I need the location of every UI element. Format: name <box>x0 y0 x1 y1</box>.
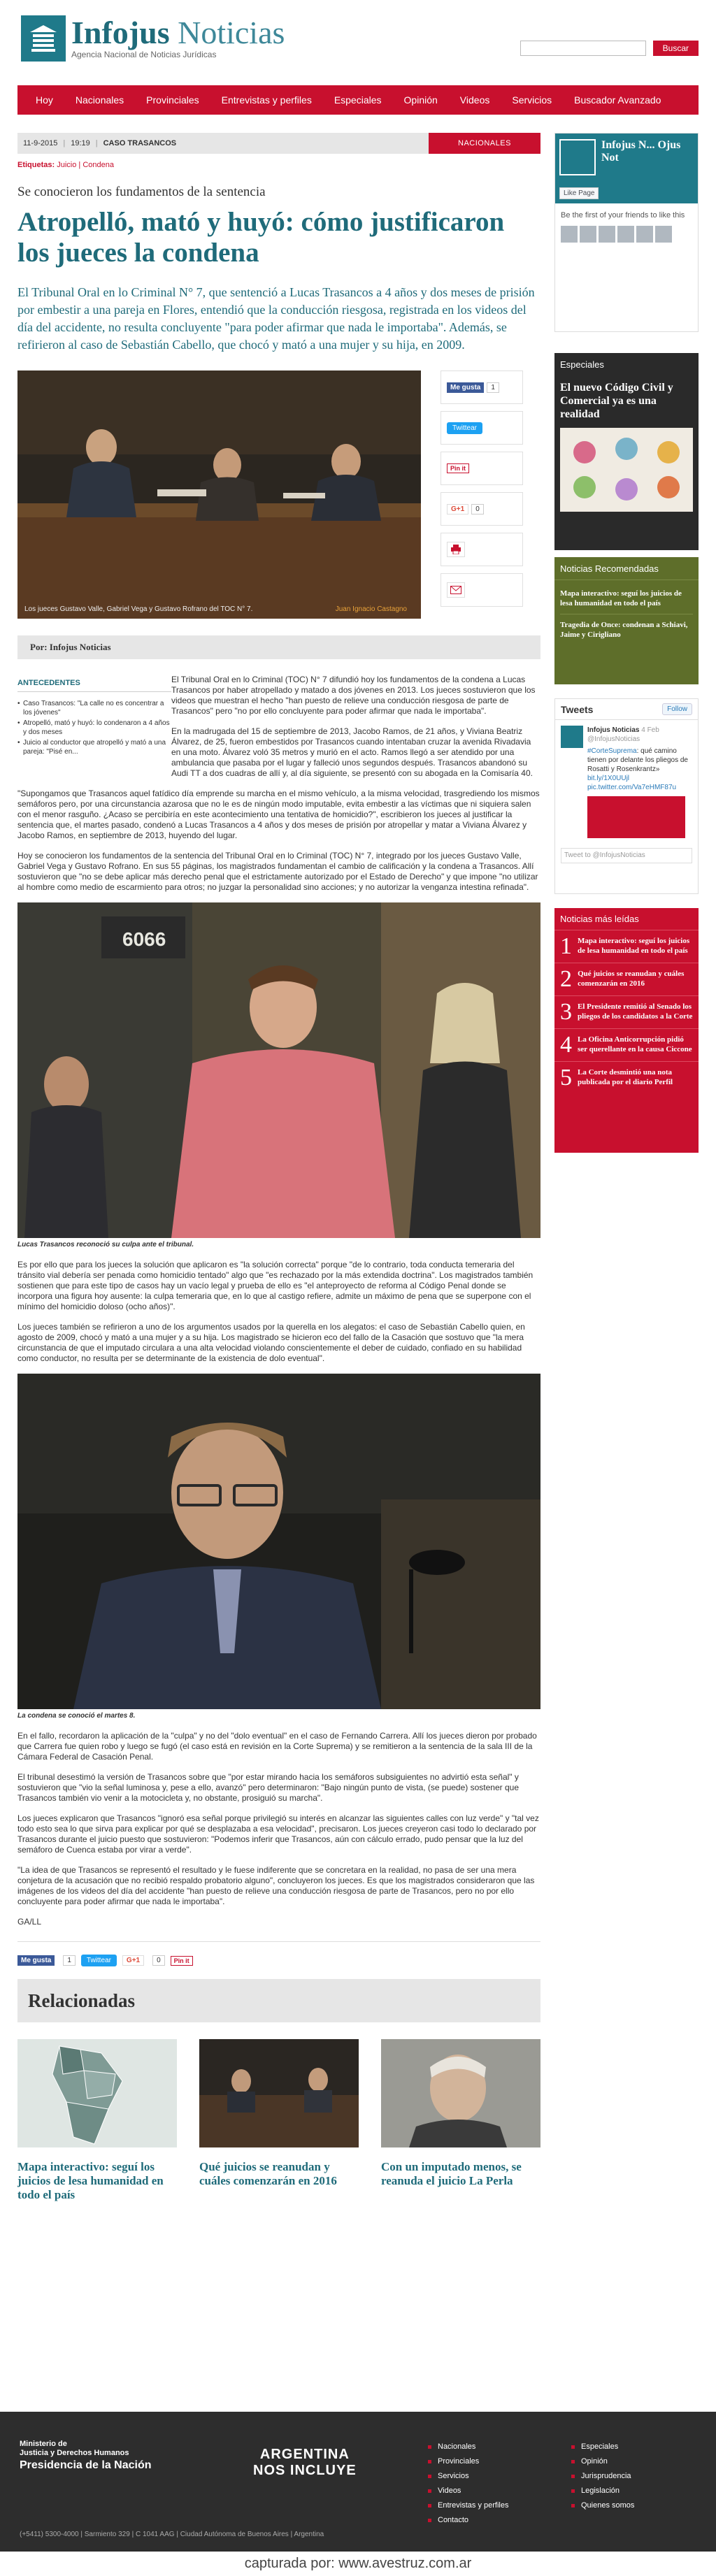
article-kicker: Se conocieron los fundamentos de la sentencia <box>17 185 266 199</box>
byline: Por: Infojus Noticias <box>17 635 540 659</box>
mas-leida-item[interactable] <box>554 996 699 1029</box>
sidebar <box>554 133 699 1153</box>
pin-button[interactable]: Pin it <box>447 463 469 473</box>
article-intro-row <box>17 675 540 789</box>
footer-link[interactable]: Jurisprudencia <box>571 2469 715 2484</box>
arg-line: NOS INCLUYE <box>253 2463 357 2478</box>
paragraph: Es por ello que para los jueces la solución que aplicaron es "la solución correcta" porque "de lo contrario, toda conducta temeraria del tránsito vial debería ser penada como homicidio tentado" algo que "es rechazado por la más extendida doctrina". Los magistrados también sostienen que para este tipo de casos hay un vacío legal y prueba de ello es "el anteproyecto de reforma al Código Penal donde se incorpora una figura hoy ausente: la culpa temeraria que, en lo que al castigo refiere, admite un máximo de pena que se superpone con el mínimo del homicidio doloso (ocho años)". <box>17 1260 534 1311</box>
nav-item-hoy[interactable]: Hoy <box>36 94 53 106</box>
especiales-block <box>554 353 699 550</box>
tweet-button[interactable]: Twittear <box>447 422 482 434</box>
paragraph: "La idea de que Trasancos se representó el resultado y le fuese indiferente que se concretara en la realidad, no pasa de ser una mera conjetura de la acusación que no recibió respaldo probatorio alguno", concluyeron los jueces. Es que los magistrados consideraron que las imágenes de los videos del día del accidente "han puesto de relieve una conducción riesgosa de parte de Trasancos, pero no por ello concluyente para poder afirmar que nada le importaba". <box>17 1865 535 1906</box>
related-item-title[interactable]: Con un imputado menos, se reanuda el juicio La Perla <box>381 2160 522 2187</box>
nav-item-opinion[interactable]: Opinión <box>403 94 438 106</box>
mas-leida-title[interactable]: La Corte desmintió una nota publicada por el diario Perfil <box>578 1068 673 1086</box>
photo1-credit: Juan Ignacio Castagno <box>335 605 407 613</box>
recomendada-link[interactable]: Mapa interactivo: seguí los juicios de lesa humanidad en todo el país <box>560 583 693 614</box>
mas-leida-title[interactable]: La Oficina Anticorrupción pidió ser querellante en la causa Ciccone <box>578 1035 692 1053</box>
bottom-share-bar <box>17 1941 540 1966</box>
site-footer <box>0 2412 716 2552</box>
photo3-caption: La condena se conoció el martes 8. <box>17 1712 136 1720</box>
nav-item-servicios[interactable]: Servicios <box>512 94 552 106</box>
photo-share-row <box>17 370 540 619</box>
footer-address: (+5411) 5300-4000 | Sarmiento 329 | C 1041 AAG | Ciudad Autónoma de Buenos Aires | Argentina <box>20 2531 324 2538</box>
ministry-logo[interactable] <box>20 2440 152 2472</box>
mas-leida-item[interactable] <box>554 963 699 996</box>
antecedente-link[interactable]: • Atropelló, mató y huyó: lo condenaron a 4 años y dos meses <box>17 719 171 737</box>
footer-link[interactable]: Provinciales <box>428 2454 571 2469</box>
related-defendant-image[interactable] <box>381 2039 540 2147</box>
pin-share-box <box>441 452 523 485</box>
brand-subtitle: Agencia Nacional de Noticias Jurídicas <box>71 50 217 59</box>
tweet-hashtag[interactable]: #CorteSuprema <box>587 747 637 755</box>
fb-text: Be the first of your friends to like this <box>561 211 685 220</box>
gp-share-box <box>441 492 523 526</box>
tweet-to-input[interactable]: Tweet to @InfojusNoticias <box>561 848 692 863</box>
mas-leida-title[interactable]: Mapa interactivo: seguí los juicios de lesa humanidad en todo el país <box>578 937 690 955</box>
article-meta-bar: 11-9-2015 | 19:19 | CASO TRASANCOS NACIONALES <box>17 133 540 154</box>
footer-links <box>428 2440 715 2528</box>
related-title: Relacionadas <box>28 1989 136 2011</box>
related-item[interactable] <box>17 2039 177 2202</box>
tweet <box>555 720 698 844</box>
paragraph: En la madrugada del 15 de septiembre de 2013, Jacobo Ramos, de 21 años, y Viviana Beatriz Álvarez, de 25, fueron embestidos por Trasancos cuando intentaban cruzar la avenida Rivadavia en una moto. Álvarez voló 35 metros y murió en el acto. Ramos llegó a ser atendido por una ambulancia que pasaba por el lugar y falleció unos segundos después. Trasancos abandonó su Audi TT a dos cuadras de allí y, al día siguiente, se presentó con su abogada en la Comisaría 40. <box>171 726 533 778</box>
mas-leidas-block <box>554 908 699 1153</box>
article-category[interactable]: CASO TRASANCOS <box>103 139 177 147</box>
tags: Etiquetas: Juicio | Condena <box>17 161 115 169</box>
gplus-button[interactable]: G+1 <box>447 504 468 515</box>
antecedente-link[interactable]: • Caso Trasancos: "La calle no es concentrar a los jóvenes" <box>17 699 171 717</box>
tweet-image[interactable] <box>587 796 685 838</box>
twitter-widget <box>554 698 699 894</box>
recomendada-link[interactable]: Tragedia de Once: condenan a Schiavi, Jaime y Cirigliano <box>560 621 688 639</box>
related-item[interactable] <box>381 2039 540 2202</box>
fb-share-box <box>441 370 523 404</box>
paragraph: Los jueces explicaron que Trasancos "ignoró esa señal porque privilegió su interés en alcanzar las siguientes calles con luz verde" y "tal vez todo esto sea lo que sirva para explicar por qué se desplazaba a esa velocidad", precisaron. Los jueces creyeron casi todo lo declarado por Trasancos durante el juicio puesto que sostuvieron: "Podemos inferir que Trasancos, aún con cálculo errado, pudo pensar que la luz del semáforo de Cuenca estaba por virar a verde". <box>17 1813 539 1855</box>
article-time: 19:19 <box>71 139 90 147</box>
tweet-account[interactable]: Infojus Noticias <box>587 726 640 734</box>
argentina-nos-incluye-logo <box>253 2447 357 2479</box>
pin-button-bottom[interactable]: Pin it <box>171 1956 193 1966</box>
rank-number: 2 <box>560 966 572 992</box>
especiales-image[interactable] <box>560 428 693 512</box>
paragraph: Los jueces también se refirieron a uno de los argumentos usados por la querella en los alegatos: el caso de Sebastián Cabello quien, en agosto de 2009, chocó y mató a una mujer y a su hija. Los magistrado se hicieron eco del fallo de la Casación que sostuvo que "la mera circunstancia de que el imputado circulara a una alta velocidad violando conscientemente el deber de cuidado, confiado en su habilidad como conductor, no resulta per se determinante de la existencia de dolo eventual". <box>17 1322 525 1363</box>
site-header <box>0 0 716 77</box>
fb-cover[interactable] <box>555 134 698 203</box>
related-header <box>17 1979 540 2022</box>
tw-share-box <box>441 411 523 445</box>
trasancos-photo <box>17 902 540 1238</box>
ministry-presidencia: Presidencia de la Nación <box>20 2459 152 2471</box>
paragraph: "Supongamos que Trasancos aquel fatídico día emprende su marcha en el mismo vehículo, a la misma velocidad, trasgrediendo los mismos semáforos pero, por una circunstancia azarosa que no le es de ningún modo imputable, evita embestir a las víctimas que ni siquiera salen con el menor rasguño. ¿Acaso se percibiría en este acontecimiento una tentativa de homicidio?", escribieron los jueces al justificar la sentencia que, el martes pasado, condenó a Lucas Trasancos a 4 años y dos meses de prisión por atropellar y matar a Viviana Álvarez y Jacobo Ramos, en septiembre de 2013, huyendo del lugar. <box>17 789 540 840</box>
rank-number: 3 <box>560 999 572 1025</box>
article-signature: GA/LL <box>17 1917 42 1927</box>
mas-leida-item[interactable] <box>554 1029 699 1062</box>
intro-text <box>171 675 540 789</box>
capture-credit: capturada por: www.avestruz.com.ar <box>0 2552 716 2576</box>
arg-line: ARGENTINA <box>259 2447 350 2462</box>
fb-page-avatar <box>559 139 596 175</box>
related-grid <box>17 2039 540 2202</box>
fb-count: 1 <box>487 382 499 393</box>
judges-photo <box>17 370 421 619</box>
mas-leida-title[interactable]: Qué juicios se reanudan y cuáles comenzarán en 2016 <box>578 970 685 988</box>
room-plate: 6066 <box>122 928 166 950</box>
fb-like-button-bottom[interactable]: Me gusta <box>17 1955 55 1966</box>
gplus-count: 0 <box>471 504 484 515</box>
fb-like-page-button[interactable]: Like Page <box>559 187 599 199</box>
related-map-image[interactable] <box>17 2039 177 2147</box>
facebook-widget <box>554 133 699 332</box>
footer-link[interactable]: Nacionales <box>428 2440 571 2454</box>
paragraph: En el fallo, recordaron la aplicación de la "culpa" y no del "dolo eventual" en el caso de Fernando Carrera. Allí los jueces dieron por probado que Carrera fue quien robo y luego se fugó (el caso está en revisión en la Corte Suprema) y se remitieron a la sentencia de la sala III de la Cámara Federal de Casación Penal. <box>17 1731 537 1762</box>
nav-item-videos[interactable]: Videos <box>459 94 490 106</box>
article-body-a <box>17 789 540 893</box>
search-input[interactable] <box>520 41 646 56</box>
print-box <box>441 533 523 566</box>
nav-item-buscador[interactable]: Buscador Avanzado <box>574 94 661 106</box>
search-button[interactable]: Buscar <box>653 41 699 56</box>
paragraph: El tribunal desestimó la versión de Trasancos sobre que "por estar mirando hacia los semáforos subsiguientes no advirtió esta señal" y sostuvieron que "vio la señal luminosa y, pese a ello, avanzó" pero determinaron: "Bajo ningún punto de vista, (se puede) sostener que Trasancos también vio venir a la motocicleta y, no obstante, prosiguió su marcha". <box>17 1772 519 1803</box>
antecedentes-box <box>17 675 171 789</box>
recomendadas-heading: Noticias Recomendadas <box>554 557 699 580</box>
mas-leida-item[interactable] <box>554 930 699 963</box>
article-lead: El Tribunal Oral en lo Criminal N° 7, que sentenció a Lucas Trasancos a 4 años y dos meses de prisión por embestir a una pareja en Flores, entendió que la conducción riesgosa, registrada en los videos del día del accidente, no resulta concluyente "para poder afirmar que nada le importaba". Además, se refirieron al caso de Sebastián Cabello, que chocó y mató a una mujer y su hija, en 2009. <box>17 285 535 352</box>
related-court-image[interactable] <box>199 2039 359 2147</box>
article-date: 11-9-2015 <box>23 139 58 147</box>
footer-link[interactable]: Legislación <box>571 2484 715 2498</box>
brand[interactable] <box>21 15 285 62</box>
footer-link[interactable]: Quienes somos <box>571 2498 715 2513</box>
share-sidebar <box>441 370 531 619</box>
article-body-c <box>17 1731 540 1927</box>
photo1-caption: Los jueces Gustavo Valle, Gabriel Vega y Gustavo Rofrano del TOC N° 7. <box>24 605 253 613</box>
rank-number: 4 <box>560 1032 572 1058</box>
email-box <box>441 573 523 607</box>
paragraph: El Tribunal Oral en lo Criminal (TOC) N° 7 difundió hoy los fundamentos de la condena a Lucas Trasancos por haber atropellado y matado a dos jóvenes en 2013. Los jueces sostuvieron que los videos que muestran el hecho "han puesto de relieve una conducción riesgosa de parte de Trasancos" pero "no por ello concluyente para poder afirmar que nada le importaba". <box>171 675 536 716</box>
especiales-heading: Especiales <box>554 353 699 375</box>
footer-link[interactable]: Videos <box>428 2484 571 2498</box>
article-headline: Atropelló, mató y huyó: cómo justificaron los jueces la condena <box>17 207 505 268</box>
fb-like-button[interactable]: Me gusta <box>447 382 484 393</box>
nav-item-especiales[interactable]: Especiales <box>334 94 382 106</box>
gplus-count-bottom: 0 <box>152 1955 165 1966</box>
related-item-title[interactable]: Qué juicios se reanudan y cuáles comenzarán en 2016 <box>199 2160 337 2187</box>
search-area <box>520 41 699 56</box>
ministry-line: Justicia y Derechos Humanos <box>20 2449 129 2457</box>
tweet-date: 4 Feb <box>641 726 659 734</box>
nav-item-nacionales[interactable]: Nacionales <box>75 94 124 106</box>
email-icon[interactable] <box>447 582 465 598</box>
article-body-b <box>17 1260 540 1364</box>
antecedentes-title: ANTECEDENTES <box>17 679 171 692</box>
mas-leida-title[interactable]: El Presidente remitió al Senado los pliegos de los candidatos a la Corte <box>578 1002 693 1021</box>
tweet-avatar[interactable] <box>561 726 583 748</box>
ministry-line: Ministerio de <box>20 2440 67 2448</box>
related-item-title[interactable]: Mapa interactivo: seguí los juicios de lesa humanidad en todo el país <box>17 2160 164 2201</box>
footer-link[interactable]: Servicios <box>428 2469 571 2484</box>
mas-leida-item[interactable] <box>554 1062 699 1094</box>
twitter-follow-button[interactable]: Follow <box>662 703 692 715</box>
fb-count-bottom: 1 <box>63 1955 76 1966</box>
infojus-logo-icon <box>21 15 66 62</box>
judge-photo <box>17 1374 540 1709</box>
footer-link[interactable]: Opinión <box>571 2454 715 2469</box>
fb-faces <box>555 223 698 245</box>
fb-page-name[interactable]: Infojus N... Ojus Not <box>601 139 681 164</box>
tags-label: Etiquetas: <box>17 161 55 169</box>
mas-leidas-heading: Noticias más leídas <box>554 908 699 930</box>
related-item[interactable] <box>199 2039 359 2202</box>
footer-link[interactable]: Especiales <box>571 2440 715 2454</box>
footer-link[interactable]: Contacto <box>428 2513 571 2528</box>
photo2-caption: Lucas Trasancos reconoció su culpa ante el tribunal. <box>17 1241 194 1249</box>
print-icon[interactable] <box>447 542 465 557</box>
antecedente-link[interactable]: • Juicio al conductor que atropelló y mató a una pareja: "Pisé en... <box>17 738 171 756</box>
rank-number: 1 <box>560 933 572 959</box>
recomendadas-block <box>554 557 699 684</box>
tweets-heading: Tweets <box>561 703 594 715</box>
brand-title: Infojus Noticias <box>71 15 285 50</box>
tag-condena[interactable]: Condena <box>83 161 115 169</box>
main-nav <box>17 85 699 115</box>
nav-item-provinciales[interactable]: Provinciales <box>146 94 199 106</box>
tweet-url[interactable]: bit.ly/1X0UUjl pic.twitter.com/Va7eHMF87u <box>587 775 677 791</box>
footer-link[interactable]: Entrevistas y perfiles <box>428 2498 571 2513</box>
nav-item-entrevistas[interactable]: Entrevistas y perfiles <box>221 94 312 106</box>
especiales-title[interactable]: El nuevo Código Civil y Comercial ya es una realidad <box>560 382 673 420</box>
gplus-button-bottom[interactable]: G+1 <box>122 1955 144 1966</box>
main-column <box>17 133 540 2202</box>
paragraph: Hoy se conocieron los fundamentos de la sentencia del Tribunal Oral en lo Criminal (TOC) N° 7, integrado por los jueces Gustavo Valle, Gabriel Vega y Gustavo Rofrano. En sus 55 páginas, los magistrados fundamentan el cambio de calificación y la condena a Trasancos. Allí sostuvieron que "no se debe aplicar más derecho penal que el estrictamente autorizado por el Estado de Derecho" y que impone "no utilizar al hombre como medio de escarmiento para otros; no juzgar la personalidad sino acciones; y no autorizar la venganza intestina refinada". <box>17 851 538 892</box>
section-badge[interactable]: NACIONALES <box>429 133 540 154</box>
tag-juicio[interactable]: Juicio <box>57 161 77 169</box>
tweet-text: : qué camino tienen por delante los pliegos de Rosatti y Rosenkrantz» <box>587 747 688 773</box>
rank-number: 5 <box>560 1065 572 1091</box>
tweet-handle[interactable]: @InfojusNoticias <box>587 735 640 743</box>
tweet-button-bottom[interactable]: Twittear <box>81 1955 117 1966</box>
